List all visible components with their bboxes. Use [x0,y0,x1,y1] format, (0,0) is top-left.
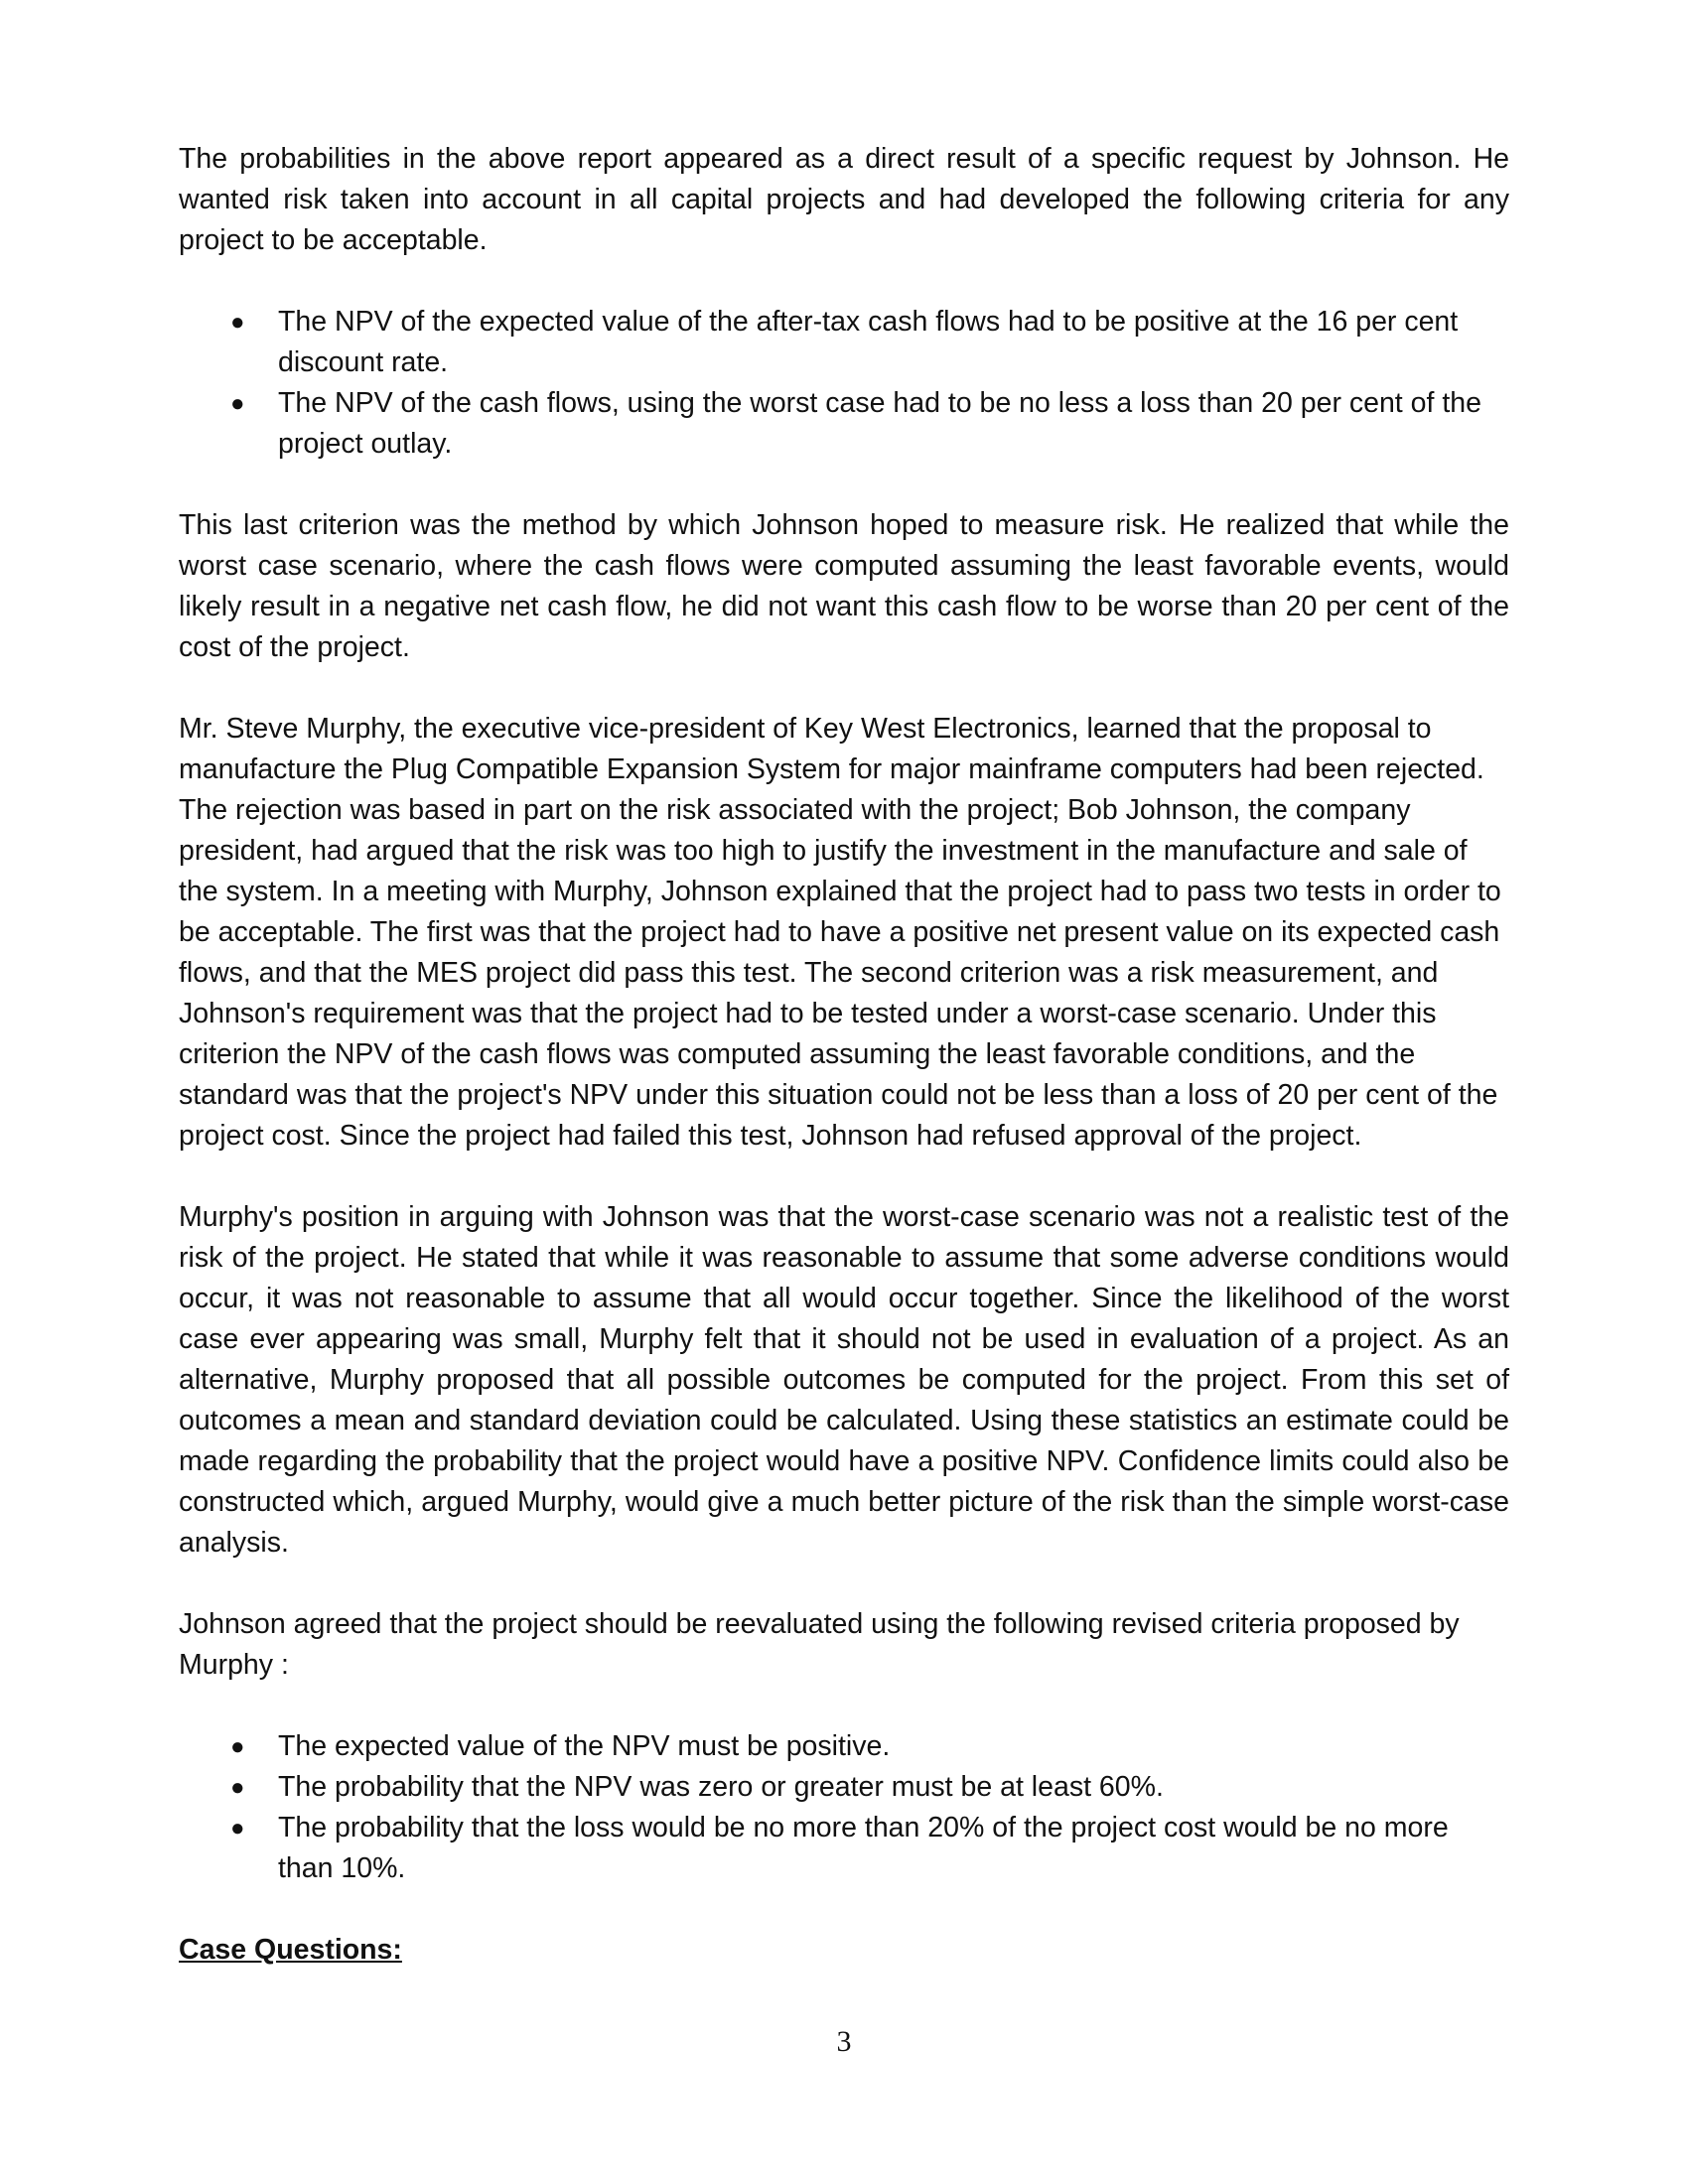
revised-criteria-list [179,1726,1509,1889]
paragraph-intro: The probabilities in the above report appeared as a direct result of a specific request by Johnson. He wanted risk taken into account in all capital projects and had developed the following criteria for any project to be acceptable. [179,143,1509,256]
bullet-icon: ● [230,1733,245,1760]
paragraph-last-criterion: This last criterion was the method by which Johnson hoped to measure risk. He realized that while the worst case scenario, where the cash flows were computed assuming the least favorable events, would likely result in a negative net cash flow, he did not want this cash flow to be worse than 20 per cent of the cost of the project. [179,509,1509,663]
list-item-text: The probability that the loss would be no more than 20% of the project cost would be no more than 10%. [278,1812,1449,1884]
bullet-icon: ● [230,390,245,417]
paragraph-revised-criteria-intro: Johnson agreed that the project should be reevaluated using the following revised criteria proposed by Murphy : [179,1608,1460,1681]
list-item-text: The NPV of the cash flows, using the worst case had to be no less a loss than 20 per cent of the project outlay. [278,387,1481,460]
list-item [179,1808,1509,1889]
list-item [179,302,1509,383]
list-item [179,1767,1509,1808]
paragraph-murphy-position: Murphy's position in arguing with Johnson was that the worst-case scenario was not a realistic test of the risk of the project. He stated that while it was reasonable to assume that some adverse conditions would occur, it was not reasonable to assume that all would occur together. Since the likelihood of the worst case ever appearing was small, Murphy felt that it should not be used in evaluation of a project. As an alternative, Murphy proposed that all possible outcomes be computed for the project. From this set of outcomes a mean and standard deviation could be calculated. Using these statistics an estimate could be made regarding the probability that the project would have a positive NPV. Confidence limits could also be constructed which, argued Murphy, would give a much better picture of the risk than the simple worst-case analysis. [179,1201,1509,1559]
case-questions-heading: Case Questions: [179,1934,402,1966]
list-item [179,383,1509,465]
bullet-icon: ● [230,1815,245,1842]
paragraph-murphy-intro: Mr. Steve Murphy, the executive vice-president of Key West Electronics, learned that the proposal to manufacture the Plug Compatible Expansion System for major mainframe computers had been rejected. The rejection was based in part on the risk associated with the project; Bob Johnson, the company president, had argued that the risk was too high to justify the investment in the manufacture and sale of the system. In a meeting with Murphy, Johnson explained that the project had to pass two tests in order to be acceptable. The first was that the project had to have a positive net present value on its expected cash flows, and that the MES project did pass this test. The second criterion was a risk measurement, and Johnson's requirement was that the project had to be tested under a worst-case scenario. Under this criterion the NPV of the cash flows was computed assuming the least favorable conditions, and the standard was that the project's NPV under this situation could not be less than a loss of 20 per cent of the project cost. Since the project had failed this test, Johnson had refused approval of the project. [179,713,1501,1152]
bullet-icon: ● [230,309,245,336]
page-content [179,139,1509,1971]
list-item-text: The probability that the NPV was zero or greater must be at least 60%. [278,1771,1164,1803]
list-item [179,1726,1509,1767]
bullet-icon: ● [230,1774,245,1801]
list-item-text: The NPV of the expected value of the after-tax cash flows had to be positive at the 16 per cent discount rate. [278,306,1459,378]
original-criteria-list [179,302,1509,465]
page-number: 3 [836,2025,852,2058]
list-item-text: The expected value of the NPV must be positive. [278,1730,891,1762]
